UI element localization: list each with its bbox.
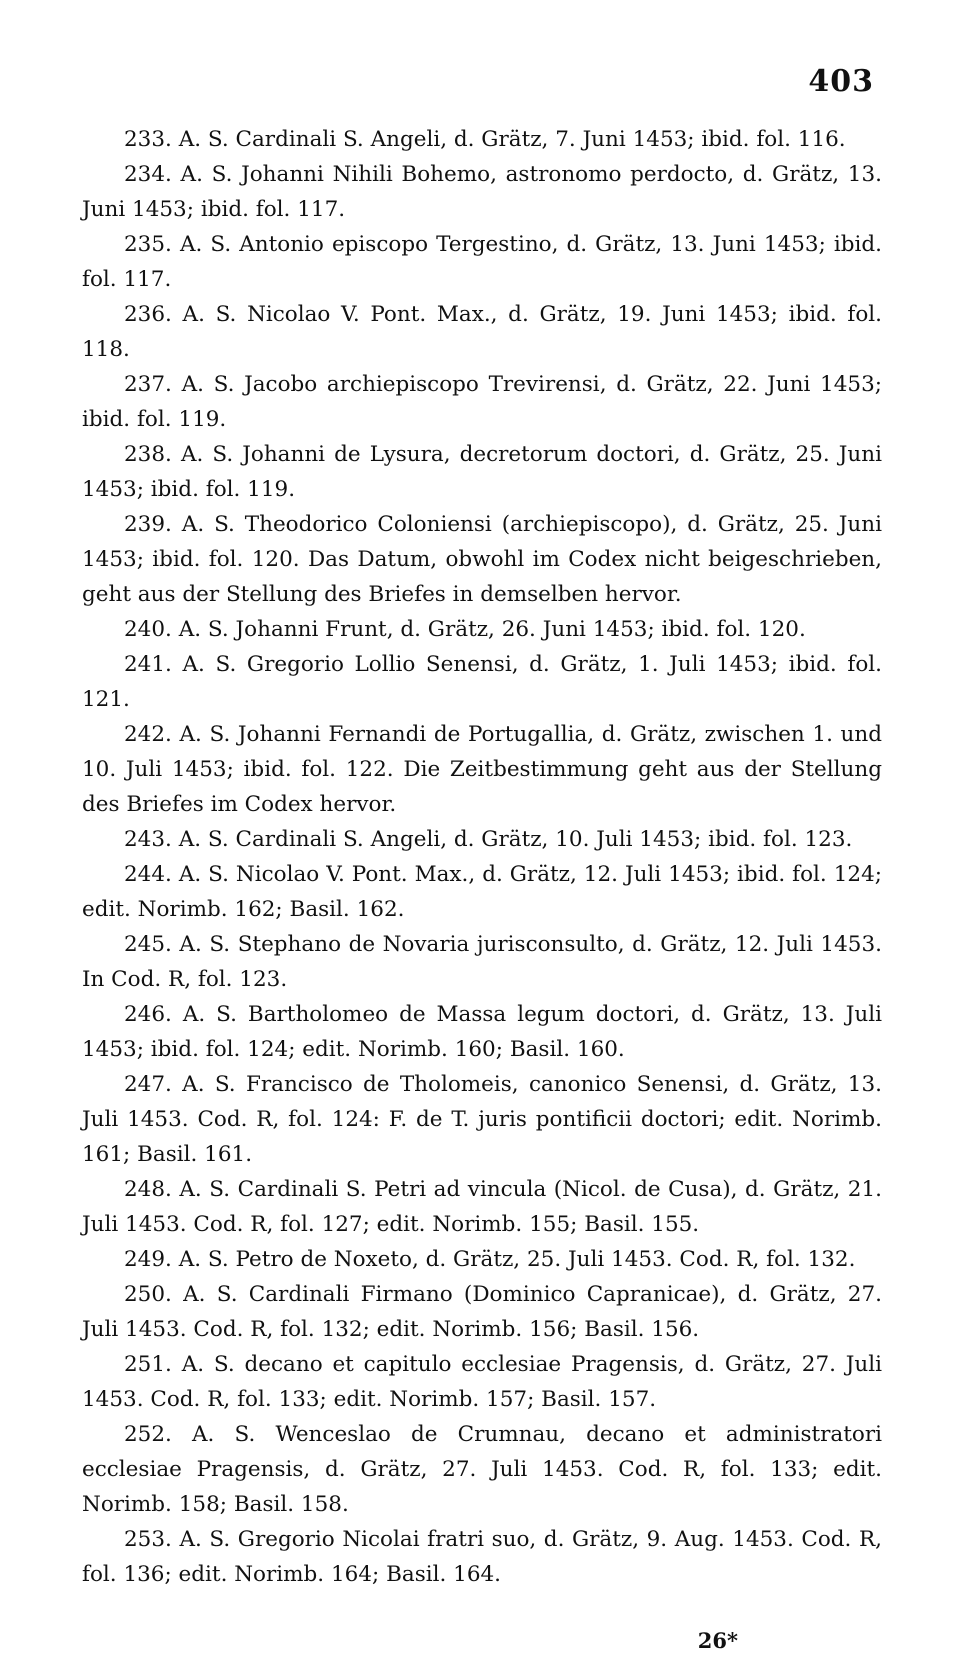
entry-242: 242. A. S. Johanni Fernandi de Portugallia, d. Grätz, zwischen 1. und 10. Juli 1453; ibid. fol. 122. Die Zeitbestimmung geht aus der Stellung des Briefes im Codex hervor.: [82, 722, 882, 817]
entry-238: 238. A. S. Johanni de Lysura, decretorum doctori, d. Grätz, 25. Juni 1453; ibid. fol. 119.: [82, 442, 882, 502]
entry-252: 252. A. S. Wenceslao de Crumnau, decano et administratori ecclesiae Pragensis, d. Grätz, 27. Juli 1453. Cod. R, fol. 133; edit. Norimb. 158; Basil. 158.: [82, 1422, 882, 1517]
entry-234: 234. A. S. Johanni Nihili Bohemo, astronomo perdocto, d. Grätz, 13. Juni 1453; ibid. fol. 117.: [82, 162, 882, 222]
entry-239: 239. A. S. Theodorico Coloniensi (archiepiscopo), d. Grätz, 25. Juni 1453; ibid. fol. 120. Das Datum, obwohl im Codex nicht beigeschrieben, geht aus der Stellung des Briefes in demselben hervor.: [82, 512, 882, 607]
entry-253: 253. A. S. Gregorio Nicolai fratri suo, d. Grätz, 9. Aug. 1453. Cod. R, fol. 136; edit. Norimb. 164; Basil. 164.: [82, 1527, 882, 1587]
entry-235: 235. A. S. Antonio episcopo Tergestino, d. Grätz, 13. Juni 1453; ibid. fol. 117.: [82, 232, 882, 292]
entry-240: 240. A. S. Johanni Frunt, d. Grätz, 26. Juni 1453; ibid. fol. 120.: [124, 617, 806, 642]
entry-241: 241. A. S. Gregorio Lollio Senensi, d. Grätz, 1. Juli 1453; ibid. fol. 121.: [82, 652, 882, 712]
signature-mark: 26*: [697, 1628, 738, 1653]
entry-237: 237. A. S. Jacobo archiepiscopo Trevirensi, d. Grätz, 22. Juni 1453; ibid. fol. 119.: [82, 372, 882, 432]
entry-248: 248. A. S. Cardinali S. Petri ad vincula (Nicol. de Cusa), d. Grätz, 21. Juli 1453. Cod. R, fol. 127; edit. Norimb. 155; Basil. 155.: [82, 1177, 882, 1237]
entry-251: 251. A. S. decano et capitulo ecclesiae Pragensis, d. Grätz, 27. Juli 1453. Cod. R, fol. 133; edit. Norimb. 157; Basil. 157.: [82, 1352, 882, 1412]
entry-247: 247. A. S. Francisco de Tholomeis, canonico Senensi, d. Grätz, 13. Juli 1453. Cod. R, fol. 124: F. de T. juris pontificii doctori; edit. Norimb. 161; Basil. 161.: [82, 1072, 882, 1167]
entry-250: 250. A. S. Cardinali Firmano (Dominico Capranicae), d. Grätz, 27. Juli 1453. Cod. R, fol. 132; edit. Norimb. 156; Basil. 156.: [82, 1282, 882, 1342]
letter-register: [82, 122, 882, 1592]
entry-243: 243. A. S. Cardinali S. Angeli, d. Grätz, 10. Juli 1453; ibid. fol. 123.: [124, 827, 853, 852]
entry-249: 249. A. S. Petro de Noxeto, d. Grätz, 25. Juli 1453. Cod. R, fol. 132.: [124, 1247, 856, 1272]
entry-233: 233. A. S. Cardinali S. Angeli, d. Grätz, 7. Juni 1453; ibid. fol. 116.: [124, 127, 846, 152]
page-number: 403: [808, 64, 874, 99]
entry-244: 244. A. S. Nicolao V. Pont. Max., d. Grätz, 12. Juli 1453; ibid. fol. 124; edit. Norimb. 162; Basil. 162.: [82, 862, 882, 922]
entry-245: 245. A. S. Stephano de Novaria jurisconsulto, d. Grätz, 12. Juli 1453. In Cod. R, fol. 123.: [82, 932, 882, 992]
entry-236: 236. A. S. Nicolao V. Pont. Max., d. Grätz, 19. Juni 1453; ibid. fol. 118.: [82, 302, 882, 362]
entry-246: 246. A. S. Bartholomeo de Massa legum doctori, d. Grätz, 13. Juli 1453; ibid. fol. 124; edit. Norimb. 160; Basil. 160.: [82, 1002, 882, 1062]
